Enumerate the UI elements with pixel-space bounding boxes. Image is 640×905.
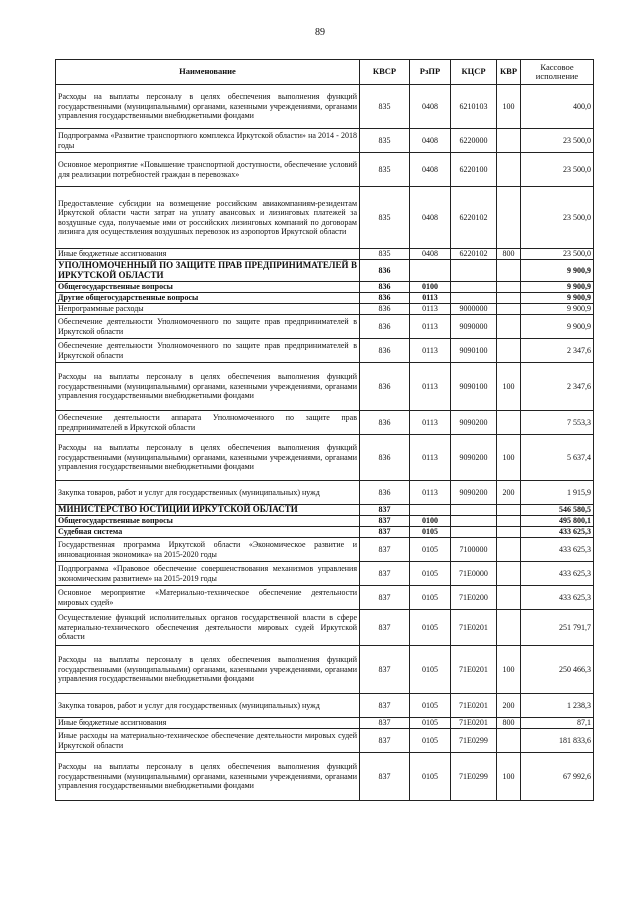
table-row — [56, 187, 594, 249]
cell-name: Судебная система — [56, 527, 360, 538]
cell-amount: 433 625,3 — [521, 562, 594, 586]
cell-kvr: 100 — [497, 646, 521, 694]
cell-name: МИНИСТЕРСТВО ЮСТИЦИИ ИРКУТСКОЙ ОБЛАСТИ — [56, 505, 360, 516]
cell-kcsr — [451, 260, 497, 282]
table-row — [56, 304, 594, 315]
cell-rzpr: 0113 — [410, 304, 451, 315]
cell-name: Общегосударственные вопросы — [56, 282, 360, 293]
cell-kvr — [497, 729, 521, 753]
cell-kvsr: 836 — [360, 481, 410, 505]
cell-kcsr: 71E0200 — [451, 586, 497, 610]
cell-rzpr — [410, 260, 451, 282]
cell-amount: 1 238,3 — [521, 694, 594, 718]
table-row — [56, 753, 594, 801]
cell-name: Закупка товаров, работ и услуг для государственных (муниципальных) нужд — [56, 694, 360, 718]
cell-amount: 23 500,0 — [521, 153, 594, 187]
cell-kvsr: 837 — [360, 729, 410, 753]
cell-kvsr: 835 — [360, 85, 410, 129]
cell-rzpr: 0105 — [410, 562, 451, 586]
cell-name: Основное мероприятие «Материально-техническое обеспечение деятельности мировых судей» — [56, 586, 360, 610]
cell-rzpr: 0105 — [410, 729, 451, 753]
table-row — [56, 363, 594, 411]
cell-name: Расходы на выплаты персоналу в целях обеспечения выполнения функций государственными (муниципальными) органами, казенными учреждениями, органами управления государственными внебюджетными фондами — [56, 646, 360, 694]
table-row — [56, 249, 594, 260]
table-row — [56, 516, 594, 527]
table-header-row — [56, 60, 594, 85]
cell-kcsr: 71E0201 — [451, 610, 497, 646]
cell-amount: 433 625,3 — [521, 527, 594, 538]
cell-rzpr: 0113 — [410, 315, 451, 339]
cell-amount: 9 900,9 — [521, 260, 594, 282]
table-row — [56, 85, 594, 129]
header-kcsr: КЦСР — [451, 60, 497, 85]
cell-kcsr: 71E0201 — [451, 694, 497, 718]
cell-rzpr: 0105 — [410, 610, 451, 646]
cell-kcsr — [451, 282, 497, 293]
cell-kcsr: 9090000 — [451, 315, 497, 339]
cell-kvr: 100 — [497, 363, 521, 411]
cell-rzpr: 0105 — [410, 718, 451, 729]
cell-kvr — [497, 304, 521, 315]
cell-amount: 251 791,7 — [521, 610, 594, 646]
cell-kvr — [497, 282, 521, 293]
table-row — [56, 435, 594, 481]
cell-kvsr: 835 — [360, 249, 410, 260]
header-rzpr: РзПР — [410, 60, 451, 85]
cell-kcsr — [451, 516, 497, 527]
cell-kvsr: 836 — [360, 293, 410, 304]
cell-name: Обеспечение деятельности Уполномоченного по защите прав предпринимателей в Иркутской области — [56, 315, 360, 339]
table-row — [56, 505, 594, 516]
cell-kvr — [497, 505, 521, 516]
cell-name: Предоставление субсидии на возмещение российским авиакомпаниям-резидентам Иркутской области части затрат на уплату авансовых и лизинговых платежей за воздушные суда, получаемые ими от российских лизинговых компаний по договорам лизинга для осуществления воздушных перевозок из аэропортов Иркутской области — [56, 187, 360, 249]
cell-kvsr: 836 — [360, 315, 410, 339]
cell-kvsr: 836 — [360, 363, 410, 411]
cell-kvsr: 835 — [360, 153, 410, 187]
cell-kvsr: 836 — [360, 435, 410, 481]
cell-name: Непрограммные расходы — [56, 304, 360, 315]
cell-kvsr: 837 — [360, 586, 410, 610]
cell-kvsr: 836 — [360, 411, 410, 435]
cell-kcsr: 6210103 — [451, 85, 497, 129]
cell-kcsr: 9090100 — [451, 339, 497, 363]
cell-rzpr: 0100 — [410, 282, 451, 293]
table-row — [56, 610, 594, 646]
cell-rzpr: 0105 — [410, 586, 451, 610]
cell-rzpr: 0408 — [410, 129, 451, 153]
table-row — [56, 153, 594, 187]
cell-name: Расходы на выплаты персоналу в целях обеспечения выполнения функций государственными (муниципальными) органами, казенными учреждениями, органами управления государственными внебюджетными фондами — [56, 85, 360, 129]
header-name: Наименование — [56, 60, 360, 85]
cell-amount: 9 900,9 — [521, 293, 594, 304]
cell-rzpr: 0113 — [410, 363, 451, 411]
table-row — [56, 694, 594, 718]
cell-kvsr: 837 — [360, 505, 410, 516]
cell-amount: 433 625,3 — [521, 538, 594, 562]
table-row — [56, 411, 594, 435]
cell-kvr: 100 — [497, 753, 521, 801]
cell-kvsr: 837 — [360, 718, 410, 729]
header-kvsr: КВСР — [360, 60, 410, 85]
table-row — [56, 538, 594, 562]
cell-kvr: 200 — [497, 694, 521, 718]
cell-kvsr: 837 — [360, 646, 410, 694]
header-kvr: КВР — [497, 60, 521, 85]
cell-kvr — [497, 315, 521, 339]
cell-name: Другие общегосударственные вопросы — [56, 293, 360, 304]
cell-rzpr: 0408 — [410, 85, 451, 129]
cell-kvr — [497, 187, 521, 249]
cell-rzpr: 0105 — [410, 527, 451, 538]
cell-amount: 67 992,6 — [521, 753, 594, 801]
header-amount: Кассовое исполнение — [521, 60, 594, 85]
cell-name: Обеспечение деятельности Уполномоченного по защите прав предпринимателей в Иркутской области — [56, 339, 360, 363]
cell-kvsr: 837 — [360, 516, 410, 527]
cell-name: Подпрограмма «Развитие транспортного комплекса Иркутской области» на 2014 - 2018 годы — [56, 129, 360, 153]
cell-kcsr: 71E0201 — [451, 646, 497, 694]
cell-name: УПОЛНОМОЧЕННЫЙ ПО ЗАЩИТЕ ПРАВ ПРЕДПРИНИМАТЕЛЕЙ В ИРКУТСКОЙ ОБЛАСТИ — [56, 260, 360, 282]
cell-kcsr — [451, 527, 497, 538]
cell-kvr — [497, 527, 521, 538]
page-number: 89 — [315, 27, 325, 38]
cell-kvsr: 836 — [360, 282, 410, 293]
cell-name: Иные расходы на материально-техническое обеспечение деятельности мировых судей Иркутской области — [56, 729, 360, 753]
cell-kvr — [497, 339, 521, 363]
cell-rzpr: 0408 — [410, 153, 451, 187]
table-row — [56, 315, 594, 339]
table-row — [56, 129, 594, 153]
cell-kcsr: 7100000 — [451, 538, 497, 562]
cell-kcsr: 9090200 — [451, 411, 497, 435]
cell-rzpr — [410, 505, 451, 516]
cell-amount: 2 347,6 — [521, 339, 594, 363]
cell-kcsr: 71E0299 — [451, 729, 497, 753]
table-row — [56, 729, 594, 753]
cell-name: Расходы на выплаты персоналу в целях обеспечения выполнения функций государственными (муниципальными) органами, казенными учреждениями, органами управления государственными внебюджетными фондами — [56, 363, 360, 411]
cell-kcsr: 9090100 — [451, 363, 497, 411]
cell-amount: 5 637,4 — [521, 435, 594, 481]
table-row — [56, 293, 594, 304]
cell-kcsr — [451, 293, 497, 304]
cell-rzpr: 0113 — [410, 435, 451, 481]
cell-amount: 9 900,9 — [521, 304, 594, 315]
cell-amount: 1 915,9 — [521, 481, 594, 505]
cell-kvr: 800 — [497, 249, 521, 260]
cell-amount: 2 347,6 — [521, 363, 594, 411]
cell-name: Основное мероприятие «Повышение транспортной доступности, обеспечение условий для реализации потребностей граждан в перевозках» — [56, 153, 360, 187]
cell-kvsr: 836 — [360, 304, 410, 315]
cell-kcsr: 71E0000 — [451, 562, 497, 586]
cell-rzpr: 0113 — [410, 293, 451, 304]
cell-kvr — [497, 129, 521, 153]
cell-kvsr: 837 — [360, 538, 410, 562]
table-row — [56, 586, 594, 610]
cell-kvr — [497, 260, 521, 282]
cell-kvr — [497, 610, 521, 646]
cell-kcsr: 9090200 — [451, 481, 497, 505]
cell-kcsr: 71E0299 — [451, 753, 497, 801]
cell-kvr — [497, 538, 521, 562]
cell-kvsr: 836 — [360, 260, 410, 282]
cell-kcsr: 6220000 — [451, 129, 497, 153]
cell-name: Государственная программа Иркутской области «Экономическое развитие и инновационная экономика» на 2015-2020 годы — [56, 538, 360, 562]
table-body — [56, 85, 594, 801]
cell-kvr — [497, 586, 521, 610]
cell-kcsr: 6220100 — [451, 153, 497, 187]
cell-amount: 9 900,9 — [521, 282, 594, 293]
cell-amount: 400,0 — [521, 85, 594, 129]
cell-name: Общегосударственные вопросы — [56, 516, 360, 527]
cell-amount: 9 900,9 — [521, 315, 594, 339]
cell-kcsr — [451, 505, 497, 516]
budget-table — [55, 59, 594, 801]
table-row — [56, 527, 594, 538]
cell-rzpr: 0113 — [410, 411, 451, 435]
cell-name: Расходы на выплаты персоналу в целях обеспечения выполнения функций государственными (муниципальными) органами, казенными учреждениями, органами управления государственными внебюджетными фондами — [56, 753, 360, 801]
cell-rzpr: 0408 — [410, 187, 451, 249]
cell-kcsr: 6220102 — [451, 249, 497, 260]
cell-kvr — [497, 516, 521, 527]
cell-amount: 495 800,1 — [521, 516, 594, 527]
cell-name: Расходы на выплаты персоналу в целях обеспечения выполнения функций государственными (муниципальными) органами, казенными учреждениями, органами управления государственными внебюджетными фондами — [56, 435, 360, 481]
cell-kvr — [497, 293, 521, 304]
table-row — [56, 562, 594, 586]
cell-amount: 7 553,3 — [521, 411, 594, 435]
cell-amount: 23 500,0 — [521, 187, 594, 249]
cell-rzpr: 0105 — [410, 538, 451, 562]
cell-kvsr: 837 — [360, 694, 410, 718]
table-row — [56, 260, 594, 282]
cell-amount: 181 833,6 — [521, 729, 594, 753]
cell-amount: 23 500,0 — [521, 249, 594, 260]
cell-rzpr: 0100 — [410, 516, 451, 527]
cell-kvsr: 837 — [360, 753, 410, 801]
cell-kcsr: 9090200 — [451, 435, 497, 481]
cell-kvsr: 836 — [360, 339, 410, 363]
cell-kcsr: 6220102 — [451, 187, 497, 249]
cell-rzpr: 0105 — [410, 646, 451, 694]
cell-name: Иные бюджетные ассигнования — [56, 249, 360, 260]
cell-rzpr: 0105 — [410, 694, 451, 718]
cell-kvr: 200 — [497, 481, 521, 505]
cell-kvsr: 835 — [360, 129, 410, 153]
cell-kvsr: 837 — [360, 610, 410, 646]
table-row — [56, 718, 594, 729]
cell-name: Осуществление функций исполнительных органов государственной власти в сфере материально-технического обеспечения деятельности мировых судей Иркутской области — [56, 610, 360, 646]
cell-kvr: 800 — [497, 718, 521, 729]
cell-kvsr: 837 — [360, 527, 410, 538]
cell-kvr: 100 — [497, 435, 521, 481]
cell-kcsr: 71E0201 — [451, 718, 497, 729]
cell-name: Иные бюджетные ассигнования — [56, 718, 360, 729]
cell-kvr — [497, 411, 521, 435]
cell-name: Закупка товаров, работ и услуг для государственных (муниципальных) нужд — [56, 481, 360, 505]
table-row — [56, 481, 594, 505]
cell-rzpr: 0113 — [410, 339, 451, 363]
cell-amount: 87,1 — [521, 718, 594, 729]
cell-kvr — [497, 153, 521, 187]
cell-rzpr: 0408 — [410, 249, 451, 260]
cell-kvsr: 835 — [360, 187, 410, 249]
cell-amount: 546 580,5 — [521, 505, 594, 516]
cell-amount: 433 625,3 — [521, 586, 594, 610]
cell-amount: 250 466,3 — [521, 646, 594, 694]
cell-name: Обеспечение деятельности аппарата Уполномоченного по защите прав предпринимателей в Иркутской области — [56, 411, 360, 435]
cell-kcsr: 9000000 — [451, 304, 497, 315]
cell-name: Подпрограмма «Правовое обеспечение совершенствования механизмов управления экономическим развитием» на 2015-2019 годы — [56, 562, 360, 586]
cell-rzpr: 0105 — [410, 753, 451, 801]
cell-kvsr: 837 — [360, 562, 410, 586]
cell-rzpr: 0113 — [410, 481, 451, 505]
table-row — [56, 282, 594, 293]
cell-kvr — [497, 562, 521, 586]
table-row — [56, 339, 594, 363]
table-row — [56, 646, 594, 694]
cell-amount: 23 500,0 — [521, 129, 594, 153]
cell-kvr: 100 — [497, 85, 521, 129]
